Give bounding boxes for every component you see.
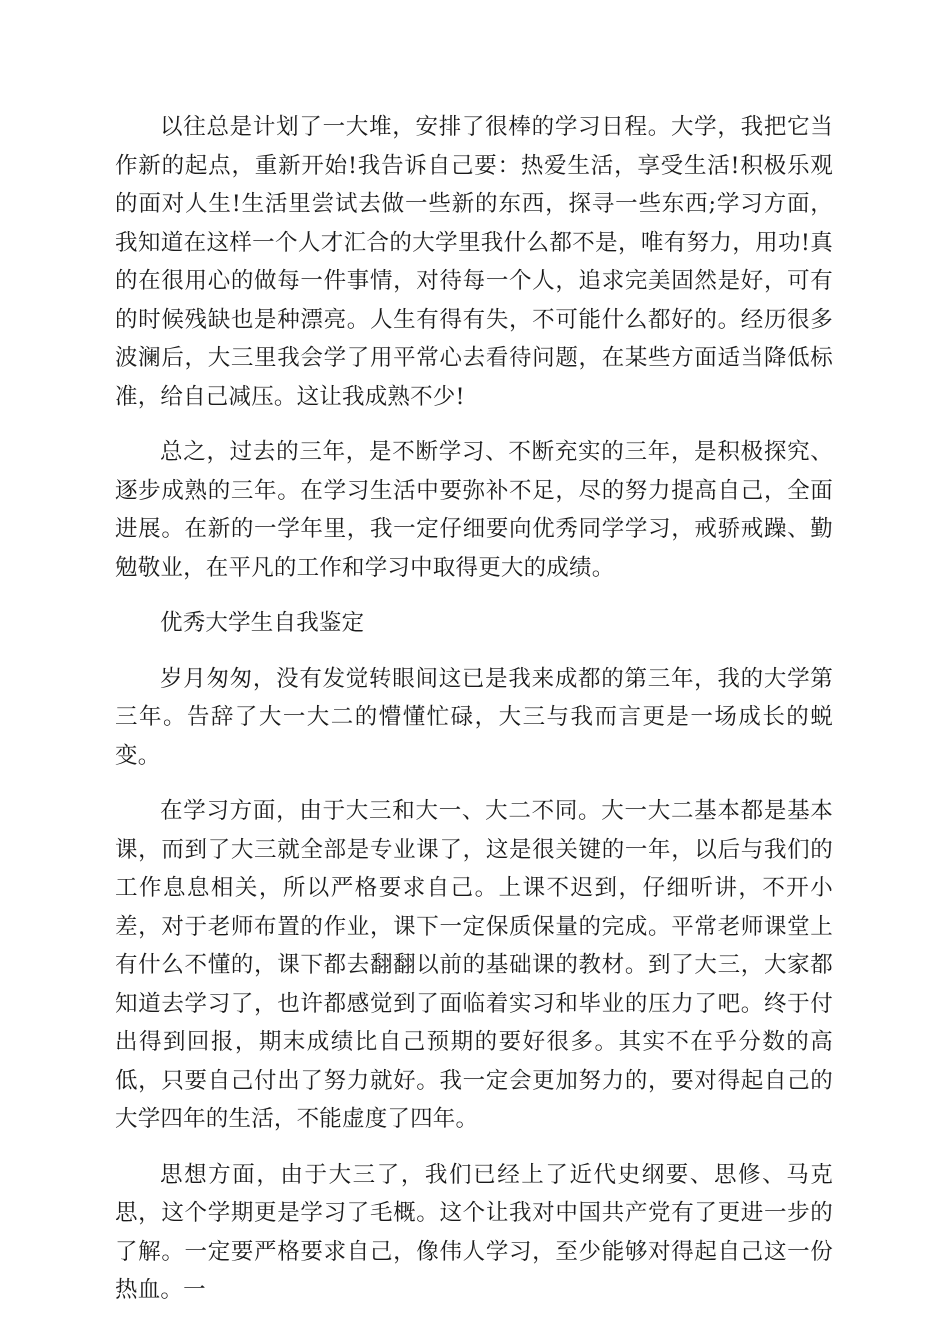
paragraph-3: 岁月匆匆，没有发觉转眼间这已是我来成都的第三年，我的大学第三年。告辞了大一大二的懵懂忙碌，大三与我而言更是一场成长的蜕变。 bbox=[115, 665, 833, 769]
section-heading: 优秀大学生自我鉴定 bbox=[160, 610, 365, 636]
paragraph-5: 思想方面，由于大三了，我们已经上了近代史纲要、思修、马克思，这个学期更是学习了毛概。这个让我对中国共产党有了更进一步的了解。一定要严格要求自己，像伟人学习，至少能够对得起自己这一份热血。一 bbox=[115, 1161, 833, 1303]
document-body bbox=[115, 108, 833, 1327]
paragraph-2: 总之，过去的三年，是不断学习、不断充实的三年，是积极探究、逐步成熟的三年。在学习生活中要弥补不足，尽的努力提高自己，全面进展。在新的一学年里，我一定仔细要向优秀同学学习，戒骄戒躁、勤勉敬业，在平凡的工作和学习中取得更大的成绩。 bbox=[115, 439, 833, 581]
paragraph-1: 以往总是计划了一大堆，安排了很棒的学习日程。大学，我把它当作新的起点，重新开始!我告诉自己要：热爱生活，享受生活!积极乐观的面对人生!生活里尝试去做一些新的东西，探寻一些东西;学习方面，我知道在这样一个人才汇合的大学里我什么都不是，唯有努力，用功!真的在很用心的做每一件事情，对待每一个人，追求完美固然是好，可有的时候残缺也是种漂亮。人生有得有失，不可能什么都好的。经历很多波澜后，大三里我会学了用平常心去看待问题，在某些方面适当降低标准，给自己减压。这让我成熟不少! bbox=[115, 114, 833, 410]
paragraph-4: 在学习方面，由于大三和大一、大二不同。大一大二基本都是基本课，而到了大三就全部是专业课了，这是很关键的一年，以后与我们的工作息息相关，所以严格要求自己。上课不迟到，仔细听讲，不开小差，对于老师布置的作业，课下一定保质保量的完成。平常老师课堂上有什么不懂的，课下都去翻翻以前的基础课的教材。到了大三，大家都知道去学习了，也许都感觉到了面临着实习和毕业的压力了吧。终于付出得到回报，期末成绩比自己预期的要好很多。其实不在乎分数的高低，只要自己付出了努力就好。我一定会更加努力的，要对得起自己的大学四年的生活，不能虚度了四年。 bbox=[115, 798, 833, 1132]
